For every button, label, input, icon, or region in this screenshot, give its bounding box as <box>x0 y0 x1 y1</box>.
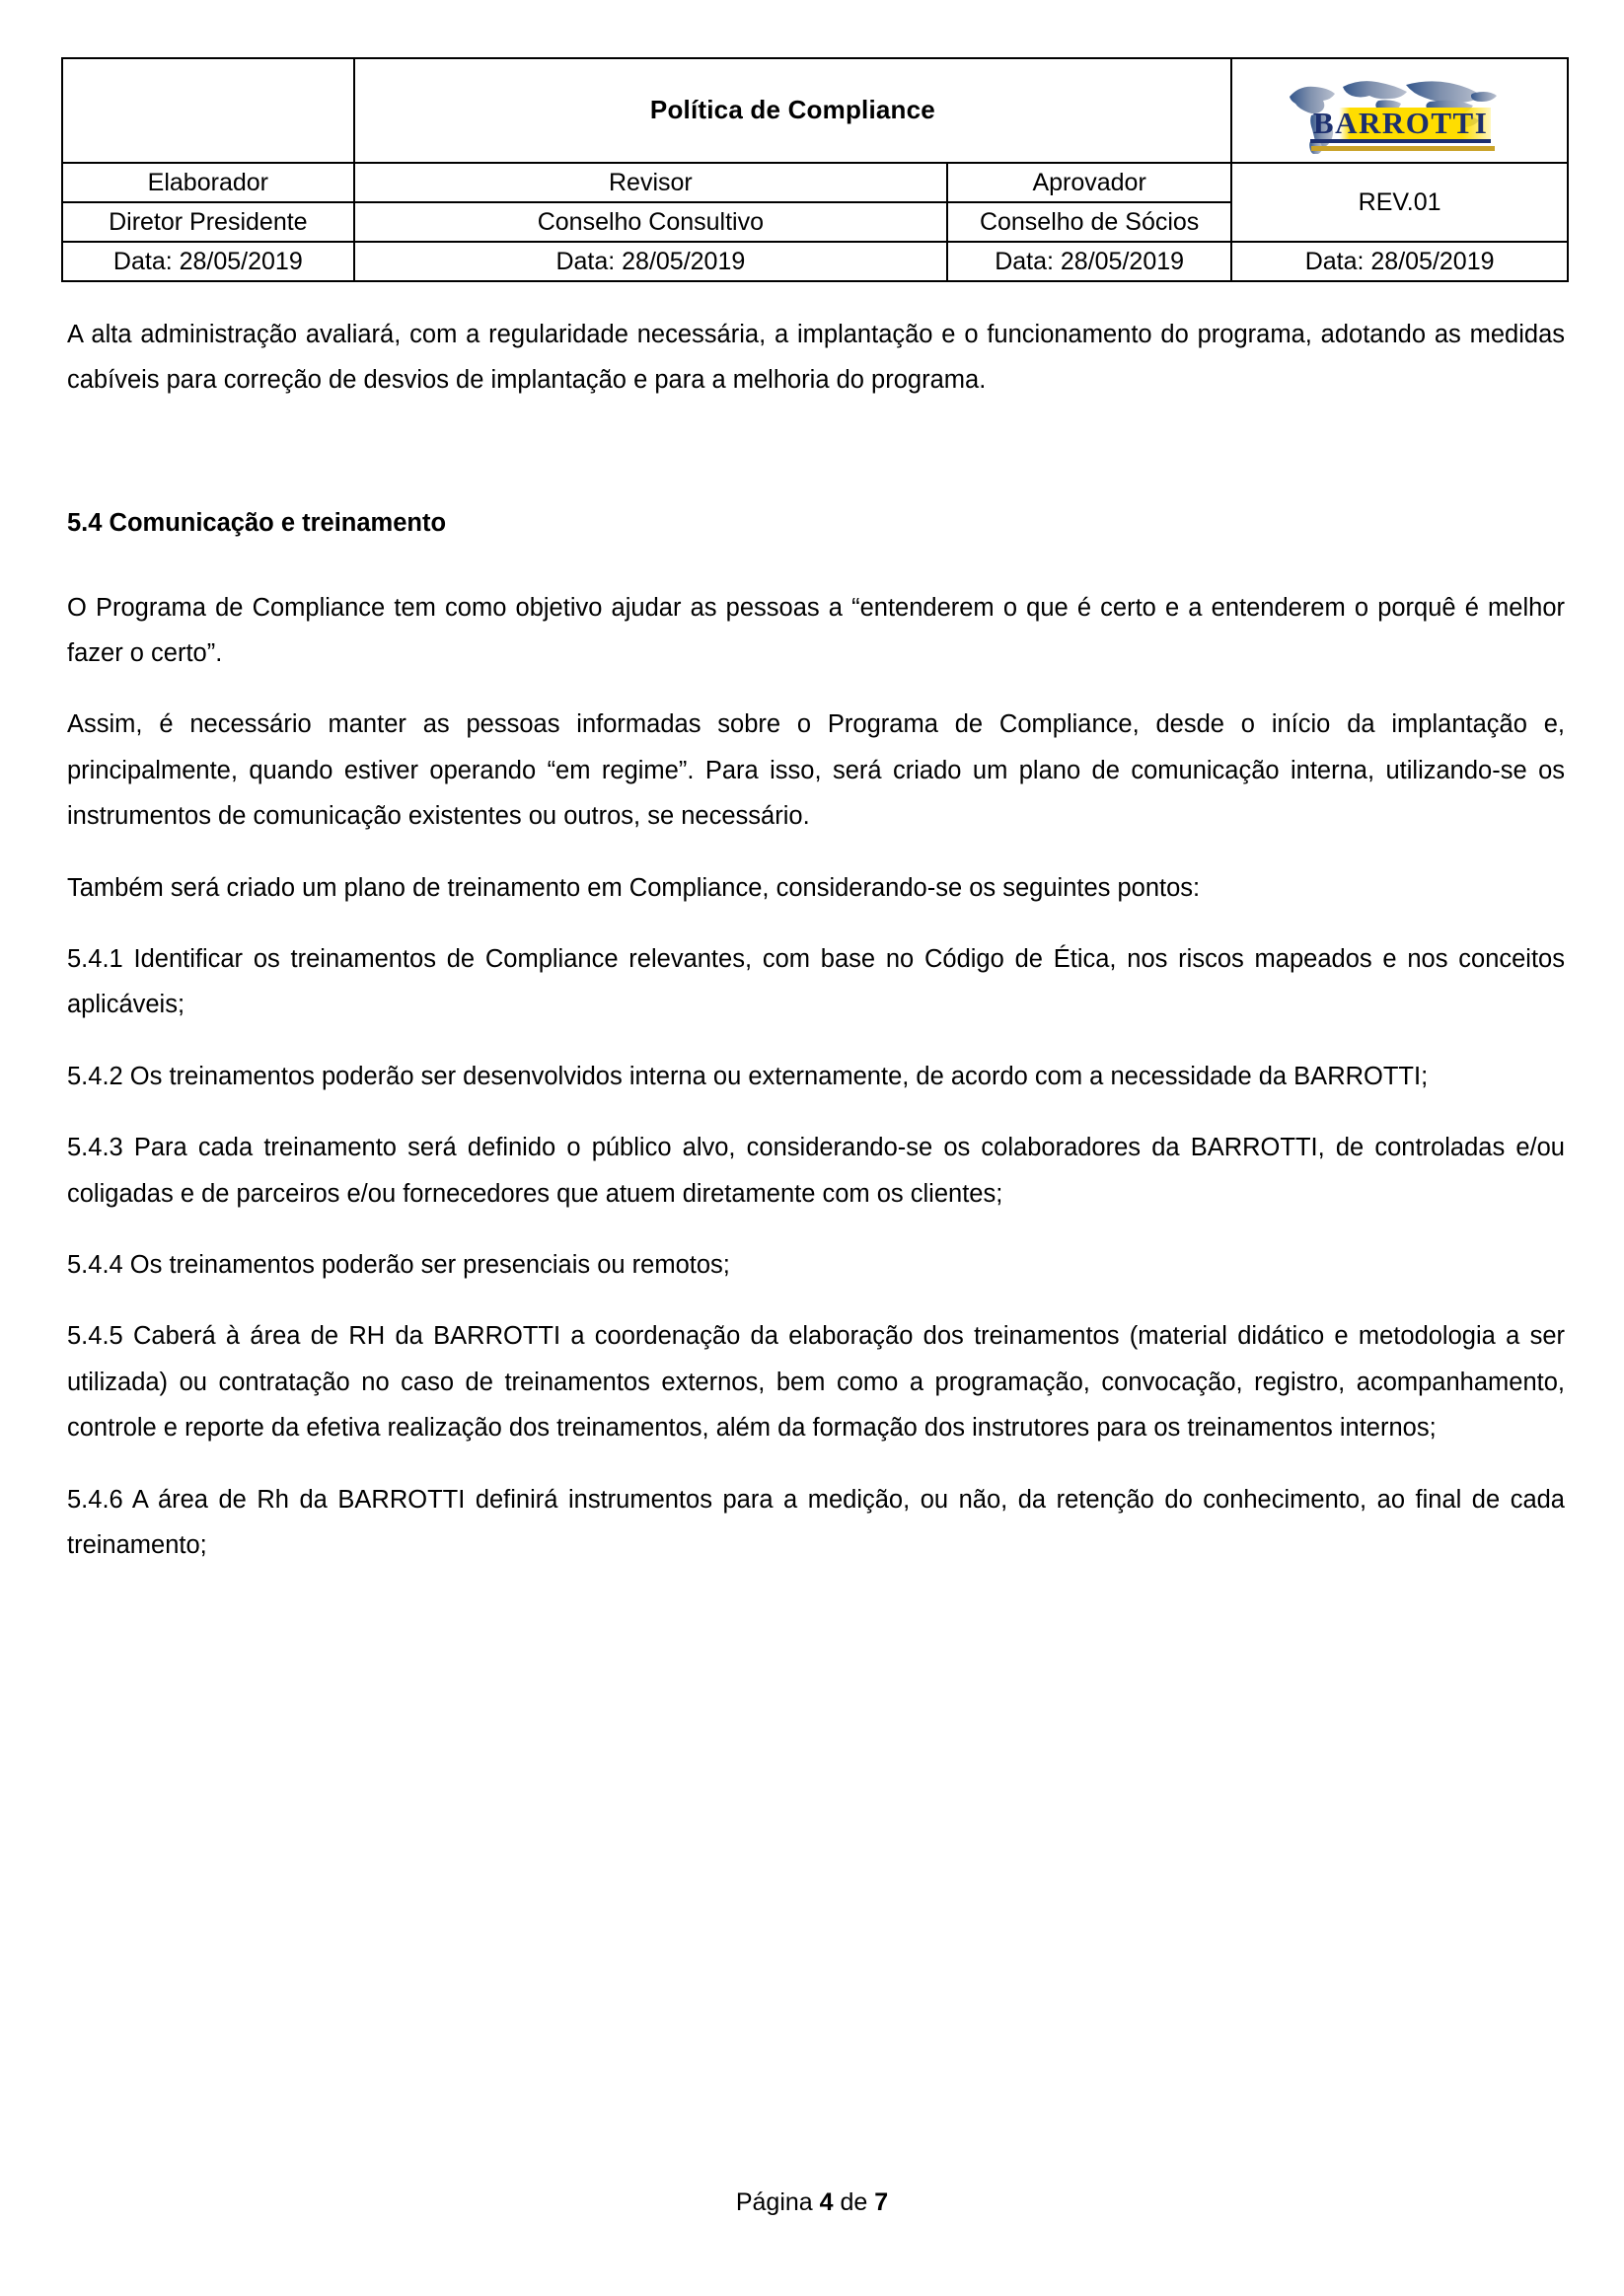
header-role-row <box>62 163 1568 202</box>
footer-prefix: Página <box>735 2188 820 2216</box>
barrotti-logo <box>1282 67 1518 154</box>
footer-page-number: 4 <box>819 2188 834 2216</box>
document-header-table <box>61 57 1569 282</box>
header-title-cell <box>354 58 1232 163</box>
header-blank-cell <box>62 58 354 163</box>
document-body <box>61 282 1569 1568</box>
header-logo-cell <box>1231 58 1568 163</box>
page-title: Política de Compliance <box>649 95 935 125</box>
date-revision: Data: 28/05/2019 <box>1231 242 1568 281</box>
person-elaborador: Diretor Presidente <box>62 202 354 242</box>
footer-total-pages: 7 <box>874 2188 889 2216</box>
page-footer <box>0 2188 1624 2217</box>
clause-5-4-3: 5.4.3 Para cada treinamento será definido o público alvo, considerando-se os colaboradores da BARROTTI, de controladas e/ou coligadas e de parceiros e/ou fornecedores que atuem diretamente com os clientes; <box>67 1134 1565 1208</box>
clause-5-4-2: 5.4.2 Os treinamentos poderão ser desenvolvidos interna ou externamente, de acordo com a necessidade da BARROTTI; <box>67 1062 1429 1090</box>
date-elaborador: Data: 28/05/2019 <box>62 242 354 281</box>
paragraph-objetivo: O Programa de Compliance tem como objetivo ajudar as pessoas a “entenderem o que é certo e a entenderem o porquê é melhor fazer o certo”. <box>67 593 1565 667</box>
person-aprovador: Conselho de Sócios <box>947 202 1231 242</box>
paragraph-comunicacao: Assim, é necessário manter as pessoas informadas sobre o Programa de Compliance, desde o início da implantação e, principalmente, quando estiver operando “em regime”. Para isso, será criado um plano de comunicação interna, utilizando-se os instrumentos de comunicação existentes ou outros, se necessário. <box>67 710 1565 831</box>
role-aprovador: Aprovador <box>947 163 1231 202</box>
intro-paragraph: A alta administração avaliará, com a regularidade necessária, a implantação e o funcionamento do programa, adotando as medidas cabíveis para correção de desvios de implantação e para a melhoria do programa. <box>67 321 1565 395</box>
date-aprovador: Data: 28/05/2019 <box>947 242 1231 281</box>
person-revisor: Conselho Consultivo <box>354 202 947 242</box>
date-revisor: Data: 28/05/2019 <box>354 242 947 281</box>
revision-label: REV.01 <box>1231 163 1568 242</box>
spacer-before-heading <box>67 429 1565 506</box>
role-elaborador: Elaborador <box>62 163 354 202</box>
logo-wordmark <box>1307 108 1495 143</box>
clause-5-4-6: 5.4.6 A área de Rh da BARROTTI definirá instrumentos para a medição, ou não, da retenção do conhecimento, ao final de cada treinamento; <box>67 1485 1565 1559</box>
logo-underbar <box>1311 146 1495 151</box>
spacer-after-table <box>67 282 1565 312</box>
logo-brand-text: BARROTTI <box>1310 108 1491 143</box>
footer-middle: de <box>833 2188 875 2216</box>
paragraph-plano-treinamento: Também será criado um plano de treinamento em Compliance, considerando-se os seguintes pontos: <box>67 873 1201 902</box>
clause-5-4-5: 5.4.5 Caberá à área de RH da BARROTTI a coordenação da elaboração dos treinamentos (material didático e metodologia a ser utilizada) ou contratação no caso de treinamentos externos, bem como a programação, convocação, registro, acompanhamento, controle e reporte da efetiva realização dos treinamentos, além da formação dos instrutores para os treinamentos internos; <box>67 1322 1565 1443</box>
clause-5-4-1: 5.4.1 Identificar os treinamentos de Compliance relevantes, com base no Código de Ética, nos riscos mapeados e nos conceitos aplicáveis; <box>67 944 1565 1019</box>
clause-5-4-4: 5.4.4 Os treinamentos poderão ser presenciais ou remotos; <box>67 1250 730 1279</box>
section-heading-5-4: 5.4 Comunicação e treinamento <box>67 508 447 537</box>
header-title-row <box>62 58 1568 163</box>
role-revisor: Revisor <box>354 163 947 202</box>
header-date-row <box>62 242 1568 281</box>
